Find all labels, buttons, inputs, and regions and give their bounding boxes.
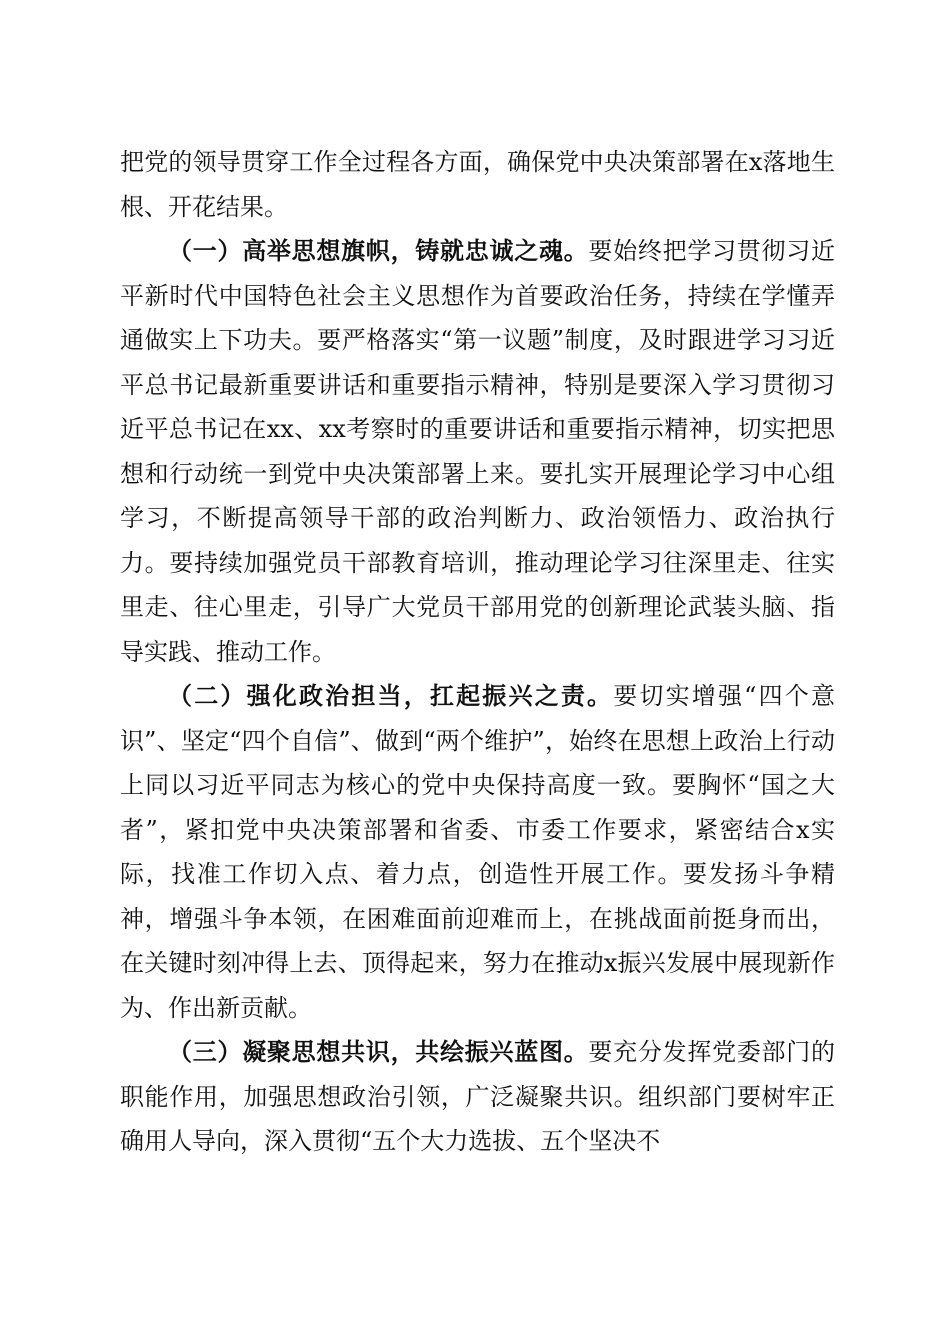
paragraph-body: 要始终把学习贯彻习近平新时代中国特色社会主义思想作为首要政治任务，持续在学懂弄通做实上下功夫。要严格落实“第一议题”制度，及时跟进学习习近平总书记最新重要讲话和重要指示精神，特别是要深入学习贯彻习近平总书记在xx、xx考察时的重要讲话和重要指示精神，切实把思想和行动统一到党中央决策部署上来。要扎实开展理论学习中心组学习，不断提高领导干部的政治判断力、政治领悟力、政治执行力。要持续加强党员干部教育培训，推动理论学习往深里走、往实里走、往心里走，引导广大党员干部用党的创新理论武装头脑、指导实践、推动工作。 bbox=[120, 237, 835, 666]
section-heading: （三）凝聚思想共识，共绘振兴蓝图。 bbox=[168, 1037, 589, 1066]
section-heading: （二）强化政治担当，扛起振兴之责。 bbox=[168, 681, 614, 710]
document-body bbox=[120, 140, 835, 1164]
paragraph-section-3 bbox=[120, 1030, 835, 1164]
paragraph-section-2 bbox=[120, 674, 835, 1030]
section-heading: （一）高举思想旗帜，铸就忠诚之魂。 bbox=[168, 236, 589, 265]
paragraph-continuation bbox=[120, 140, 835, 229]
paragraph-section-1 bbox=[120, 229, 835, 674]
paragraph-body: 要充分发挥党委部门的职能作用，加强思想政治引领，广泛凝聚共识。组织部门要树牢正确用人导向，深入贯彻“五个大力选拔、五个坚决不 bbox=[120, 1038, 835, 1155]
paragraph-body: 要切实增强“四个意识”、坚定“四个自信”、做到“两个维护”，始终在思想上政治上行动上同以习近平同志为核心的党中央保持高度一致。要胸怀“国之大者”，紧扣党中央决策部署和省委、市委工作要求，紧密结合x实际，找准工作切入点、着力点，创造性开展工作。要发扬斗争精神，增强斗争本领，在困难面前迎难而上，在挑战面前挺身而出，在关键时刻冲得上去、顶得起来，努力在推动x振兴发展中展现新作为、作出新贡献。 bbox=[120, 682, 835, 1022]
paragraph-body: 把党的领导贯穿工作全过程各方面，确保党中央决策部署在x落地生根、开花结果。 bbox=[120, 148, 835, 221]
